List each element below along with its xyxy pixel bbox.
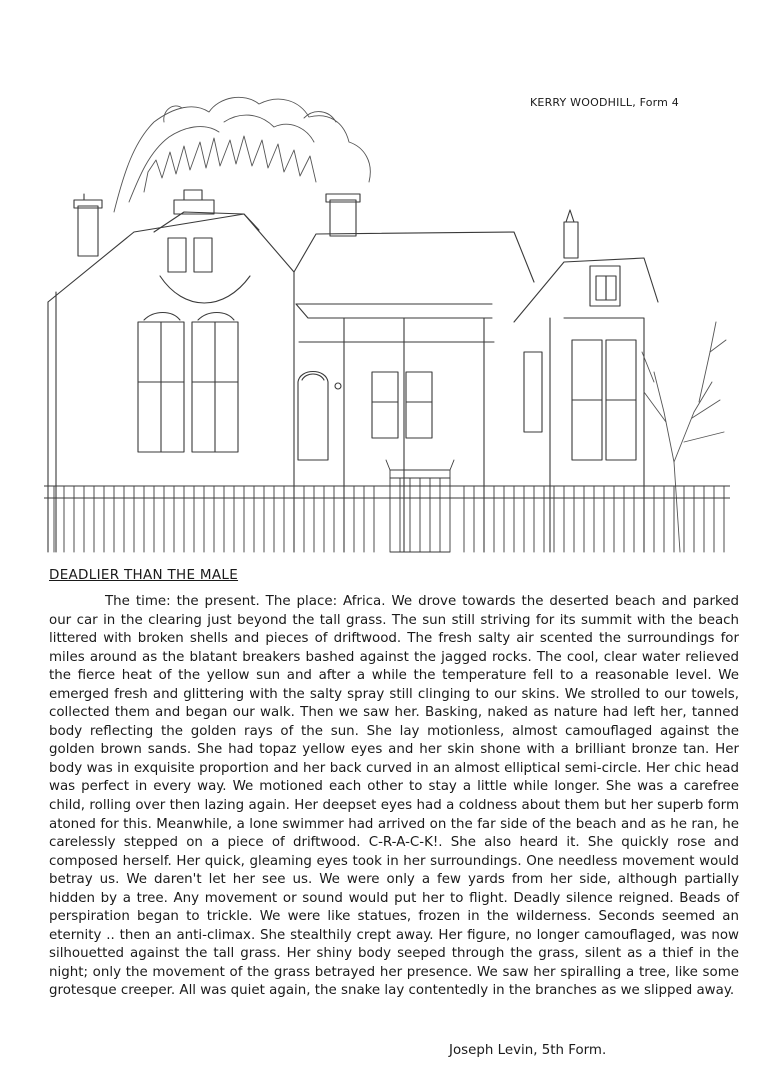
house-sketch-illustration (44, 82, 730, 554)
left-chimney (74, 194, 102, 256)
artist-credit: KERRY WOODHILL, Form 4 (530, 96, 679, 109)
story-paragraph: The time: the present. The place: Africa. We drove towards the deserted beach and parked our car in the clearing just beyond the tall grass. The sun still striving for its summit with the beach littered with broken shells and pieces of driftwood. The fresh salty air scented the surroundings for miles around as the blatant breakers bashed against the jagged rocks. The cool, clear water relieved the fierce heat of the yellow sun and after a while the temperature fell to a reasonable level. We emerged fresh and glittering with the salty spray still clinging to our skins. We strolled to our towels, collected them and began our walk. Then we saw her. Basking, naked as nature had left her, tanned body reflecting the golden rays of the sun. She lay motionless, almost camouflaged against the golden brown sands. She had topaz yellow eyes and her skin shone with a brilliant bronze tan. Her body was in exquisite proportion and her back curved in an almost elliptical semi-circle. Her chic head was perfect in every way. We motioned each other to stay a little while longer. She was a carefree child, rolling over then lazing again. Her deepset eyes had a coldness about them but her superb form atoned for this. Meanwhile, a lone swimmer had arrived on the far side of the beach and as he ran, he carelessly stepped on a piece of driftwood. C-R-A-C-K!. She also heard it. She quickly rose and composed herself. Her quick, gleaming eyes took in her surroundings. One needless movement would betray us. We daren't let her see us. We were only a few yards from her side, although partially hidden by a tree. Any movement or sound would put her to flight. Deadly silence reigned. Beads of perspiration began to trickle. We were like statues, frozen in the wilderness. Seconds seemed an eternity .. then an anti-climax. She stealthily crept away. Her figure, no longer camouflaged, was now silhouetted against the tall grass. Her shiny body seeped through the grass, silent as a thief in the night; only the movement of the grass betrayed her presence. We saw her spiralling a tree, like some grotesque creeper. All was quiet again, the snake lay contentedly in the branches as we slipped away. (49, 594, 739, 999)
center-chimney (326, 194, 360, 236)
tree-canopy (114, 97, 370, 212)
picket-fence (44, 460, 730, 552)
story-author: Joseph Levin, 5th Form. (449, 1043, 607, 1058)
center-roof (294, 232, 534, 552)
right-wing (514, 210, 658, 552)
story-body (49, 593, 739, 1001)
story-title: DEADLIER THAN THE MALE (49, 567, 239, 583)
